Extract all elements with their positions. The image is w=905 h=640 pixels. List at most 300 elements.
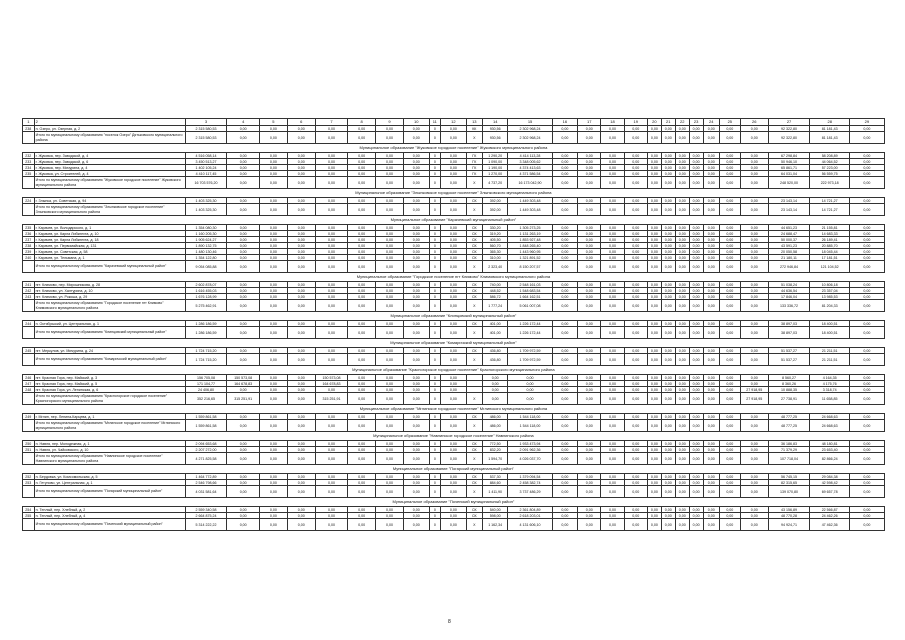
table-cell: 0,00 (740, 354, 768, 366)
table-cell: 0,00 (740, 243, 768, 249)
table-cell: 0,00 (348, 513, 376, 519)
table-cell: 0,00 (578, 294, 601, 300)
table-cell: 0,00 (376, 132, 404, 144)
address-cell: г. Карачев, ул. Карла Либкнехта, д. 10 (34, 231, 185, 237)
table-cell: 0,00 (259, 288, 287, 294)
table-cell: 0,00 (376, 237, 404, 243)
table-cell: 11 (429, 119, 441, 126)
table-cell: 0,00 (849, 237, 884, 243)
table-cell: 3 737 486,29 (508, 486, 552, 498)
table-cell: 0,00 (578, 420, 601, 432)
table-cell: 0,00 (403, 255, 429, 261)
table-cell: 0,00 (227, 519, 260, 531)
table-cell: СК (466, 198, 482, 204)
table-cell: 0,00 (287, 243, 315, 249)
table-cell: 0,00 (376, 441, 404, 447)
table-cell: 252 (23, 474, 35, 480)
table-cell: 1 848 265,40 (508, 243, 552, 249)
section-row (23, 312, 885, 321)
table-cell: КК (466, 126, 482, 132)
table-cell: 0 (429, 243, 441, 249)
table-cell: 0,00 (403, 198, 429, 204)
table-cell: 0,00 (482, 393, 508, 405)
address-cell: Итого по муниципальному образованию "Городское поселение пгт Климово" Климовского муниципального района (34, 300, 185, 312)
table-cell: 0,00 (719, 414, 740, 420)
table-cell: 560,70 (482, 243, 508, 249)
table-cell: 1 402 105,24 (185, 165, 227, 171)
table-cell: 0,00 (740, 375, 768, 381)
table-cell: 0,00 (624, 381, 647, 387)
table-cell: 0,00 (259, 282, 287, 288)
table-cell: 0,00 (647, 231, 661, 237)
table-cell: 0,00 (441, 294, 467, 300)
table-cell: 0,00 (661, 249, 675, 255)
table-cell: 1 286 186,59 (185, 327, 227, 339)
table-cell: 392,00 (482, 198, 508, 204)
table-cell: 0,00 (552, 354, 578, 366)
table-cell: 0,00 (376, 393, 404, 405)
table-cell: 0,00 (740, 204, 768, 216)
table-cell: СК (466, 447, 482, 453)
table-cell: 0,00 (508, 375, 552, 381)
table-cell: 0,00 (578, 393, 601, 405)
table-cell: 0,00 (661, 513, 675, 519)
address-cell: г. Карачев, ул. Володарского, д. 1 (34, 225, 185, 231)
address-cell: г. Карачев, ул. Карла Либкнехта, д. 18 (34, 237, 185, 243)
table-cell: 0,00 (740, 255, 768, 261)
table-cell: 0,00 (849, 348, 884, 354)
table-cell: 1 709 972,59 (508, 348, 552, 354)
table-cell: 0,00 (689, 507, 703, 513)
table-cell: 310,00 (482, 255, 508, 261)
table-cell: 0,00 (315, 414, 348, 420)
table-cell: 0,00 (675, 381, 689, 387)
table-cell: 8 360,26 (768, 381, 810, 387)
table-cell: 0,00 (441, 159, 467, 165)
table-cell: 4 271 825,58 (185, 453, 227, 465)
table-cell: 0,00 (259, 327, 287, 339)
table-cell: 0,00 (675, 282, 689, 288)
table-cell: 24 668,63 (810, 420, 849, 432)
table-cell: 0,00 (348, 171, 376, 177)
table-cell: 0,00 (601, 453, 624, 465)
table-cell: 5 314 222,22 (185, 519, 227, 531)
table-cell: 0,00 (849, 255, 884, 261)
table-cell: 0 (429, 165, 441, 171)
table-cell: 0,00 (403, 231, 429, 237)
table-cell: 0,00 (624, 507, 647, 513)
table-cell: 0,00 (624, 153, 647, 159)
table-cell: 0,00 (287, 474, 315, 480)
table-cell: 0,00 (689, 327, 703, 339)
table-cell: 0,00 (601, 126, 624, 132)
table-cell: 0,00 (740, 126, 768, 132)
table-cell: 17 846,04 (768, 294, 810, 300)
table-cell: Х (466, 327, 482, 339)
table-cell: 1 544 118,00 (508, 420, 552, 432)
table-cell: 0,00 (403, 519, 429, 531)
table-cell: 1 724 715,20 (185, 348, 227, 354)
table-cell: 238 (23, 126, 35, 132)
table-cell: 0,00 (578, 231, 601, 237)
table-cell: 22 566,87 (810, 507, 849, 513)
table-cell: 0,00 (703, 300, 719, 312)
table-cell: 1 290,20 (482, 153, 508, 159)
table-cell: 0,00 (441, 414, 467, 420)
address-cell: п. Гетуново, ул. Центральная, д. 1 (34, 480, 185, 486)
table-cell: 0,00 (376, 204, 404, 216)
table-cell: 0,00 (578, 474, 601, 480)
table-cell: 0,00 (601, 486, 624, 498)
table-cell: 4 (227, 119, 260, 126)
table-cell: 365,30 (482, 249, 508, 255)
table-cell: 0,00 (403, 420, 429, 432)
table-cell: 0,00 (624, 354, 647, 366)
table-cell: 0,00 (719, 243, 740, 249)
table-cell (23, 393, 35, 405)
table-cell: 0,00 (227, 225, 260, 231)
table-cell: 0,00 (348, 231, 376, 237)
table-cell: 0,00 (624, 300, 647, 312)
table-cell: 0,00 (259, 300, 287, 312)
table-cell: 0,00 (315, 354, 348, 366)
table-cell: 0,00 (315, 288, 348, 294)
table-cell: 8 560,27 (768, 375, 810, 381)
table-cell: СК (466, 288, 482, 294)
table-cell: 0,00 (849, 327, 884, 339)
table-cell: 0,00 (661, 204, 675, 216)
table-cell: 0,00 (315, 321, 348, 327)
table-cell: 240 (23, 255, 35, 261)
table-cell: 0,00 (624, 255, 647, 261)
table-cell: 10 806,18 (810, 282, 849, 288)
table-cell: 0,00 (348, 519, 376, 531)
table-cell: 0,00 (647, 387, 661, 393)
table-cell: 2 664 875,24 (185, 513, 227, 519)
table-cell: 0,00 (647, 171, 661, 177)
table-cell: 0,00 (601, 447, 624, 453)
table-cell: 0,00 (227, 165, 260, 171)
table-cell: 401,00 (482, 327, 508, 339)
table-cell: 0,00 (689, 231, 703, 237)
table-cell: 0,00 (719, 474, 740, 480)
table-cell: 71 379,29 (768, 447, 810, 453)
table-cell: 0,00 (719, 300, 740, 312)
table-cell: 0,00 (689, 177, 703, 189)
table-cell: 0,00 (259, 204, 287, 216)
table-cell: 0,00 (740, 414, 768, 420)
table-cell: 0,00 (719, 381, 740, 387)
table-cell: Х (466, 132, 482, 144)
table-cell: 0,00 (601, 249, 624, 255)
address-cell: пгт. Красная Гора, пер. Майский, д. 5 (34, 381, 185, 387)
table-cell: 23 143,14 (768, 204, 810, 216)
table-cell: 0 (429, 375, 441, 381)
table-cell: 232 (23, 153, 35, 159)
table-cell: 0 (429, 171, 441, 177)
table-cell: 0,00 (259, 249, 287, 255)
table-cell: 0 (429, 288, 441, 294)
table-cell: 0,00 (661, 420, 675, 432)
table-cell: 0,00 (740, 300, 768, 312)
table-cell: 1 464 772,89 (185, 474, 227, 480)
table-cell: 0,00 (647, 453, 661, 465)
table-cell: 50 946,10 (768, 159, 810, 165)
table-cell: 0,00 (703, 507, 719, 513)
table-cell: 0,00 (849, 288, 884, 294)
table-cell: 0,00 (740, 237, 768, 243)
table-cell: СК (466, 294, 482, 300)
table-cell: 0,00 (259, 171, 287, 177)
address-cell: пгт. Климово, пер. Мирошникова, д. 28 (34, 282, 185, 288)
table-cell: 0 (429, 441, 441, 447)
table-cell: 0,00 (675, 204, 689, 216)
table-cell: 5 061 007,08 (508, 300, 552, 312)
table-cell: 0,00 (647, 126, 661, 132)
table-cell: 0,00 (259, 132, 287, 144)
table-cell: 0,00 (227, 282, 260, 288)
table-cell: 0,00 (552, 486, 578, 498)
table-cell: 81 204,33 (810, 300, 849, 312)
table-cell: 1 933 473,94 (508, 441, 552, 447)
table-cell: 0,00 (441, 171, 467, 177)
table-cell: 0,00 (719, 480, 740, 486)
table-cell: 0,00 (441, 132, 467, 144)
table-cell: 319,20 (482, 231, 508, 237)
table-cell: 0 (429, 507, 441, 513)
table-cell: 0,00 (689, 132, 703, 144)
table-cell: 0,00 (624, 480, 647, 486)
table-cell: 0,00 (315, 387, 348, 393)
table-cell: 0,00 (376, 387, 404, 393)
table-cell: 0,00 (259, 177, 287, 189)
table-cell: 2 302 968,24 (508, 132, 552, 144)
table-cell: 0,00 (287, 381, 315, 387)
table-cell: 0,00 (675, 321, 689, 327)
table-cell: Х (466, 354, 482, 366)
address-cell: г. Жуковка, пер. Заводской, д. 6 (34, 159, 185, 165)
table-cell: 24 406,80 (185, 387, 227, 393)
table-cell: 0,00 (849, 474, 884, 480)
table-cell: 224 (23, 198, 35, 204)
table-cell: 0,00 (376, 177, 404, 189)
table-cell: 2 302 968,24 (508, 126, 552, 132)
table-cell: 0,00 (259, 453, 287, 465)
table-cell: 0,00 (689, 126, 703, 132)
table-cell: 27 (768, 119, 810, 126)
table-cell: 0,00 (624, 513, 647, 519)
address-cell: Итого по муниципальному образованию "Погарский муниципальный район" (34, 486, 185, 498)
address-cell: г. Мглин, пер. Ленина-Карцева, д. 1 (34, 414, 185, 420)
table-cell: 9 (376, 119, 404, 126)
table-cell: 0,00 (719, 177, 740, 189)
table-cell: 4 026 037,70 (508, 453, 552, 465)
table-cell: 0,00 (287, 261, 315, 273)
table-cell: 0,00 (675, 249, 689, 255)
table-cell: 236 (23, 231, 35, 237)
address-cell: г. Жуковка, пер. Заводской, д. 4 (34, 153, 185, 159)
table-cell: 0,00 (552, 321, 578, 327)
table-cell: 0,00 (287, 132, 315, 144)
table-cell: 0,00 (578, 486, 601, 498)
table-cell: 3 348 005,62 (508, 159, 552, 165)
table-cell: 0,00 (601, 294, 624, 300)
address-cell: п. Октябрьский, ул. Центральная, д. 1 (34, 321, 185, 327)
section-row (23, 432, 885, 441)
table-cell: СК (466, 282, 482, 288)
table-cell: 0,00 (647, 261, 661, 273)
table-cell: 0,00 (661, 126, 675, 132)
table-cell: 0,00 (647, 480, 661, 486)
table-cell: 0,00 (287, 249, 315, 255)
table-cell: 0,00 (624, 375, 647, 381)
table-cell: 0,00 (287, 177, 315, 189)
table-cell: 0,00 (601, 231, 624, 237)
table-cell: ГК (466, 159, 482, 165)
table-cell: 0,00 (403, 387, 429, 393)
table-cell: 0,00 (403, 237, 429, 243)
address-cell: Итого по муниципальному образованию "Жуковское городское поселение" Жуковского муниципального района (34, 177, 185, 189)
table-cell: 0,00 (719, 513, 740, 519)
table-cell: 0,00 (740, 321, 768, 327)
table-cell: 0,00 (740, 474, 768, 480)
table-cell: 0,00 (552, 261, 578, 273)
table-cell: 315 251,91 (315, 393, 348, 405)
table-cell: 56 745,15 (768, 474, 810, 480)
table-cell: 0,00 (689, 159, 703, 165)
section-row (23, 366, 885, 375)
table-cell: СК (466, 480, 482, 486)
total-row (23, 486, 885, 498)
table-cell: 0,00 (661, 159, 675, 165)
table-cell: 486,00 (482, 414, 508, 420)
address-cell: г. Карачев, ул. Первомайская, д. 131 (34, 243, 185, 249)
table-cell: 0,00 (624, 282, 647, 288)
table-cell: Х (466, 300, 482, 312)
address-cell: Итого по муниципальному образованию "Мглинское городское поселение" Мглинского муниципального района (34, 420, 185, 432)
table-cell: 0,00 (675, 447, 689, 453)
table-cell: 0,00 (376, 261, 404, 273)
table-cell: 1 286 186,59 (185, 321, 227, 327)
table-cell: 0,00 (227, 255, 260, 261)
section-row (23, 144, 885, 153)
table-cell: 0,00 (675, 513, 689, 519)
table-cell: 150 573,08 (227, 375, 260, 381)
table-cell: 0,00 (482, 381, 508, 387)
table-cell: 0,00 (719, 132, 740, 144)
table-cell: 56 559,75 (810, 171, 849, 177)
table-cell: 0,00 (624, 321, 647, 327)
total-row (23, 420, 885, 432)
table-cell: 0,00 (259, 375, 287, 381)
table-cell: 0,00 (259, 513, 287, 519)
table-cell: 0,00 (482, 375, 508, 381)
table-cell: 0,00 (647, 327, 661, 339)
table-cell: 0,00 (403, 441, 429, 447)
table-cell: 164 678,83 (315, 381, 348, 387)
table-cell: 25 (719, 119, 740, 126)
table-cell: 0,00 (227, 132, 260, 144)
table-cell: 9 054 085,88 (185, 261, 227, 273)
table-cell: Х (466, 453, 482, 465)
table-cell: 0,00 (441, 486, 467, 498)
table-cell: 0,00 (552, 255, 578, 261)
table-cell: 0 (429, 249, 441, 255)
table-cell: 245 (23, 348, 35, 354)
table-cell: 1 403 325,30 (185, 204, 227, 216)
table-cell: 1 443 960,95 (508, 249, 552, 255)
table-cell: 0,00 (703, 282, 719, 288)
table-cell: 0,00 (403, 327, 429, 339)
table-cell: 255 (23, 513, 35, 519)
table-cell: 0 (429, 381, 441, 387)
table-cell: 0,00 (259, 507, 287, 513)
table-cell: 0,00 (689, 321, 703, 327)
table-cell: 0,00 (315, 507, 348, 513)
table-cell: 0,00 (552, 237, 578, 243)
table-cell: 0,00 (689, 420, 703, 432)
table-cell: 0,00 (624, 486, 647, 498)
table-cell: 0,00 (315, 486, 348, 498)
table-cell: 0,00 (601, 171, 624, 177)
table-cell: 0,00 (675, 243, 689, 249)
table-cell: 0,00 (348, 321, 376, 327)
table-cell: 0,00 (348, 261, 376, 273)
table-cell: 0,00 (578, 387, 601, 393)
table-cell: 0,00 (348, 381, 376, 387)
table-cell: 164 678,83 (227, 381, 260, 387)
table-cell: ГК (466, 153, 482, 159)
table-cell: 0,00 (675, 420, 689, 432)
table-cell: 0,00 (849, 381, 884, 387)
table-cell: 69 657,78 (810, 486, 849, 498)
table-cell: 0,00 (624, 237, 647, 243)
table-cell: 0 (429, 420, 441, 432)
table-cell: 0,00 (441, 327, 467, 339)
table-cell: 0,00 (601, 243, 624, 249)
table-cell: 0,00 (259, 441, 287, 447)
table-cell: 0,00 (647, 204, 661, 216)
table-cell: 0,00 (740, 507, 768, 513)
table-cell: 65 861,71 (768, 165, 810, 171)
table-cell: 0,00 (441, 387, 467, 393)
table-cell: 0,00 (661, 282, 675, 288)
table-cell: 0,00 (661, 261, 675, 273)
table-cell: 0,00 (552, 447, 578, 453)
table-cell: 0,00 (661, 300, 675, 312)
table-cell: 22 (675, 119, 689, 126)
table-cell: 0,00 (689, 387, 703, 393)
table-cell: 0,00 (849, 414, 884, 420)
table-cell: 26 189,41 (810, 237, 849, 243)
table-cell: 0,00 (703, 294, 719, 300)
table-cell: 0,00 (227, 348, 260, 354)
table-cell: 0,00 (675, 225, 689, 231)
table-cell (23, 261, 35, 273)
table-cell: 0,00 (719, 198, 740, 204)
table-cell: 0,00 (227, 327, 260, 339)
table-cell: 0,00 (348, 393, 376, 405)
table-cell: 0,00 (376, 381, 404, 387)
table-cell: 0,00 (624, 387, 647, 393)
table-cell: 0 (429, 519, 441, 531)
table-cell: 0,00 (624, 441, 647, 447)
table-cell: 0,00 (624, 294, 647, 300)
table-cell: 0,00 (552, 204, 578, 216)
table-cell: 235 (23, 225, 35, 231)
table-cell: 2 091 962,36 (508, 447, 552, 453)
table-cell: 0,00 (376, 249, 404, 255)
